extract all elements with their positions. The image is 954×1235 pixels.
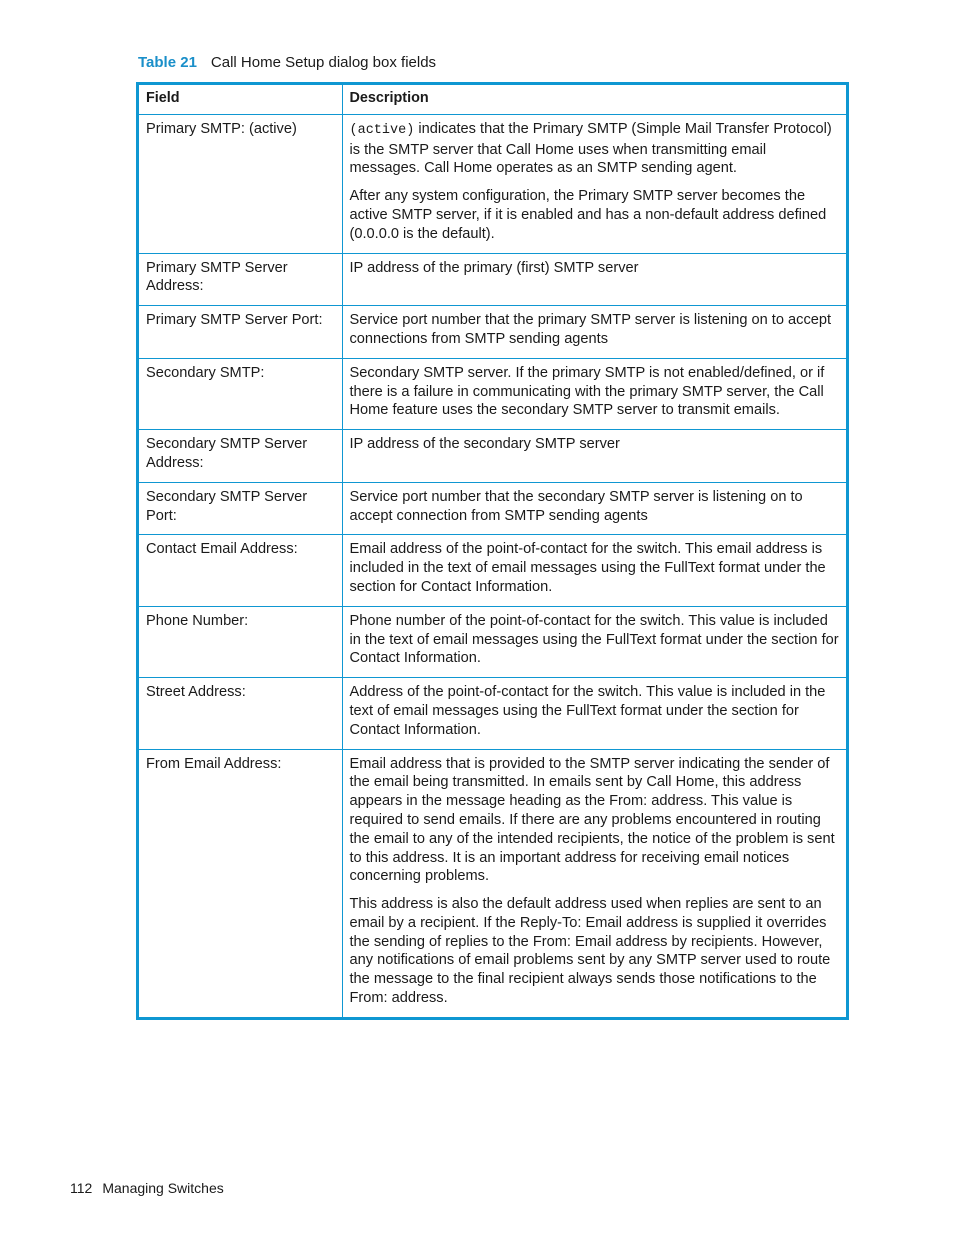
- column-header-description: Description: [342, 85, 846, 114]
- table-row: [139, 749, 846, 1017]
- table-row: [139, 306, 846, 359]
- description-cell: [342, 535, 846, 606]
- description-paragraph: IP address of the primary (first) SMTP server: [349, 259, 639, 276]
- table-row: [139, 535, 846, 606]
- description-cell: [342, 253, 846, 306]
- description-cell: [342, 358, 846, 429]
- field-cell: Secondary SMTP:: [139, 358, 342, 429]
- field-cell: Secondary SMTP Server Address:: [139, 430, 342, 483]
- field-cell: Contact Email Address:: [139, 535, 342, 606]
- description-cell: [342, 749, 846, 1017]
- table-row: [139, 253, 846, 306]
- description-paragraph: Service port number that the primary SMTP server is listening on to accept connections from SMTP sending agents: [349, 312, 832, 347]
- table-header-row: [139, 85, 846, 114]
- description-cell: [342, 482, 846, 535]
- table-row: [139, 114, 846, 253]
- field-cell: Phone Number:: [139, 606, 342, 677]
- table-caption-title: Call Home Setup dialog box fields: [210, 54, 437, 71]
- description-paragraph: Email address that is provided to the SMTP server indicating the sender of the email being transmitted. In emails sent by Call Home, this address appears in the message heading as the From: address. This value is required to send emails. If there are any problems encountered in routing the email to any of the intended recipients, the notice of the problem is sent to this address. It is an important address for receiving email notices concerning problems.: [349, 755, 835, 885]
- field-cell: Primary SMTP: (active): [139, 114, 342, 253]
- field-cell: Primary SMTP Server Address:: [139, 253, 342, 306]
- description-cell: [342, 430, 846, 483]
- field-cell: Street Address:: [139, 678, 342, 749]
- description-paragraph: IP address of the secondary SMTP server: [349, 436, 620, 453]
- table-row: [139, 606, 846, 677]
- page-number: 112: [70, 1180, 93, 1196]
- description-paragraph: Address of the point-of-contact for the switch. This value is included in the text of email messages using the FullText format under the section for Contact Information.: [349, 684, 826, 738]
- table-row: [139, 482, 846, 535]
- field-cell: Secondary SMTP Server Port:: [139, 482, 342, 535]
- table-caption-label: Table 21: [138, 54, 197, 71]
- call-home-fields-table: [136, 82, 849, 1020]
- description-text: indicates that the Primary SMTP (Simple Mail Transfer Protocol) is the SMTP server that Call Home uses when transmitting email messages. Call Home operates as an SMTP sending agent.: [349, 120, 832, 177]
- description-paragraph: Service port number that the secondary SMTP server is listening on to accept connection from SMTP sending agents: [349, 488, 803, 524]
- field-cell: Primary SMTP Server Port:: [139, 306, 342, 359]
- table-row: [139, 678, 846, 749]
- page-footer: [70, 1180, 224, 1196]
- code-snippet: (active): [349, 122, 415, 138]
- description-cell: [342, 678, 846, 749]
- column-header-field: Field: [139, 85, 342, 114]
- description-paragraph: This address is also the default address used when replies are sent to an email by a recipient. If the Reply-To: Email address is supplied it overrides the sending of replies to the From: Email address by recipients. However, any notifications of email problems sent by any SMTP server used to route the message to the final recipient always sends those notifications to the From: address.: [349, 896, 831, 1007]
- description-cell: [342, 114, 846, 253]
- description-paragraph: Secondary SMTP server. If the primary SMTP is not enabled/defined, or if there is a failure in communicating with the primary SMTP server, the Call Home feature uses the secondary SMTP server to transmit emails.: [349, 364, 825, 419]
- description-paragraph: Phone number of the point-of-contact for the switch. This value is included in the text of email messages using the FullText format under the section for Contact Information.: [349, 612, 839, 667]
- description-paragraph: [350, 120, 840, 178]
- table-row: [139, 430, 846, 483]
- footer-section-title: Managing Switches: [102, 1180, 224, 1196]
- description-cell: [342, 606, 846, 677]
- table-row: [139, 358, 846, 429]
- description-paragraph: After any system configuration, the Primary SMTP server becomes the active SMTP server, if it is enabled and has a non-default address defined (0.0.0.0 is the default).: [349, 188, 827, 242]
- description-paragraph: Email address of the point-of-contact for the switch. This email address is included in the text of email messages using the FullText format under the section for Contact Information.: [349, 541, 826, 595]
- description-cell: [342, 306, 846, 359]
- table-caption: [138, 54, 436, 71]
- field-cell: From Email Address:: [139, 749, 342, 1017]
